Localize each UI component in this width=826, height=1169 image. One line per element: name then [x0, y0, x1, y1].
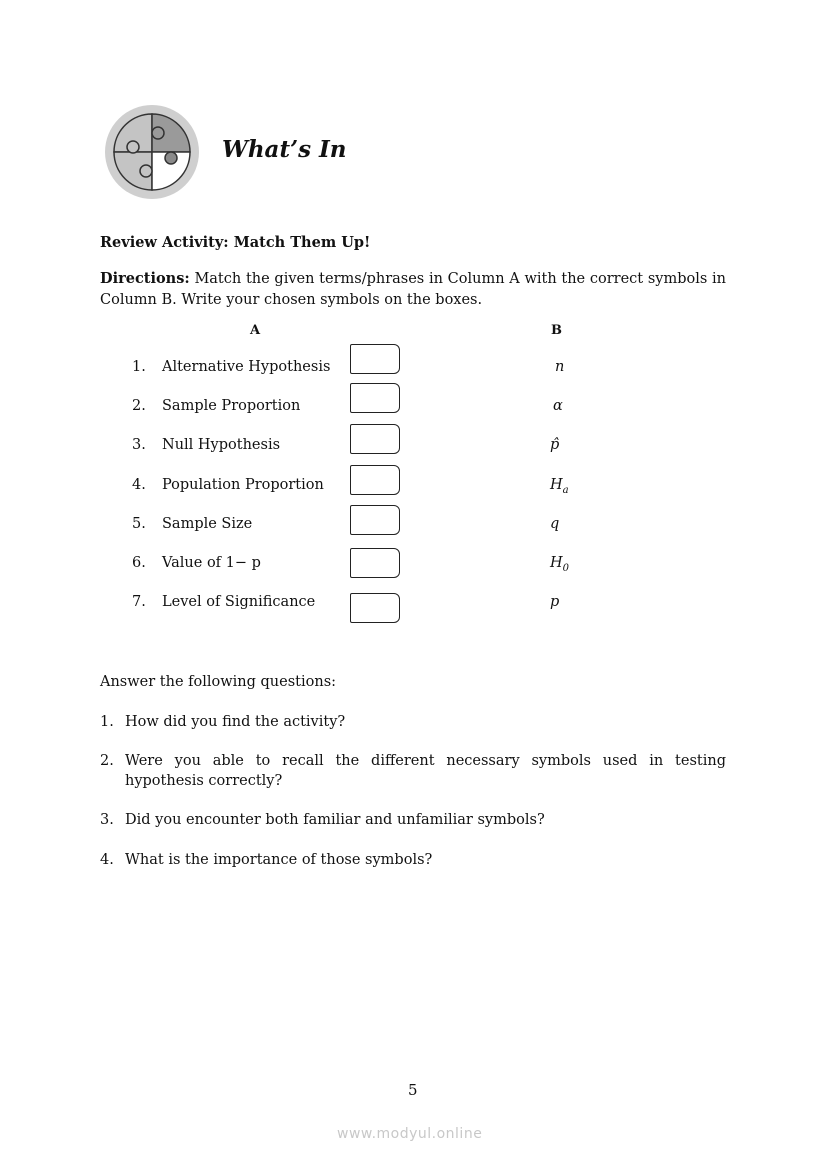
item-number: 2.	[132, 398, 146, 414]
symbol-base: p	[550, 594, 560, 610]
item-number: 5.	[132, 516, 146, 532]
symbol	[550, 437, 559, 456]
symbol	[550, 594, 559, 613]
symbol-base: q	[550, 516, 560, 532]
item-number: 6.	[132, 555, 146, 571]
puzzle-icon	[104, 104, 200, 200]
question-text: Did you encounter both familiar and unfamiliar symbols?	[125, 812, 545, 828]
symbol	[550, 477, 569, 496]
activity-heading: Review Activity: Match Them Up!	[100, 234, 371, 251]
term: Sample Proportion	[162, 398, 301, 414]
answer-box[interactable]	[350, 344, 400, 374]
term: Sample Size	[162, 516, 253, 532]
question-text: How did you find the activity?	[125, 714, 346, 730]
question-number: 3.	[100, 812, 114, 828]
question	[100, 850, 726, 870]
answer-box[interactable]	[350, 505, 400, 535]
symbol-base: α	[553, 398, 563, 414]
directions-label: Directions:	[100, 270, 190, 287]
symbol	[555, 359, 564, 378]
questions-intro: Answer the following questions:	[100, 674, 337, 690]
symbol-base: n	[555, 359, 565, 375]
question	[100, 810, 726, 830]
symbol-base: H	[550, 477, 563, 493]
column-a-header: A	[250, 323, 261, 338]
question	[100, 712, 726, 732]
question-number: 1.	[100, 714, 114, 730]
answer-box[interactable]	[350, 424, 400, 454]
question	[100, 751, 726, 791]
item-number: 3.	[132, 437, 146, 453]
directions-text: Match the given terms/phrases in Column A with the correct symbols in Column B. Write your chosen symbols on the boxes.	[100, 271, 726, 308]
symbol	[553, 398, 563, 417]
answer-box[interactable]	[350, 383, 400, 413]
symbol-subscript: a	[562, 484, 569, 496]
question-number: 2.	[100, 753, 114, 769]
term: Null Hypothesis	[162, 437, 281, 453]
term: Value of 1− p	[162, 555, 261, 571]
page-number: 5	[408, 1081, 418, 1099]
item-number: 4.	[132, 477, 146, 493]
question-text: What is the importance of those symbols?	[125, 852, 433, 868]
term: Population Proportion	[162, 477, 324, 493]
item-number: 1.	[132, 359, 146, 375]
answer-box[interactable]	[350, 548, 400, 578]
question-number: 4.	[100, 852, 114, 868]
term: Alternative Hypothesis	[162, 359, 331, 375]
item-number: 7.	[132, 594, 146, 610]
symbol-subscript: 0	[562, 562, 570, 574]
question-text: Were you able to recall the different necessary symbols used in testing hypothesis correctly?	[125, 753, 726, 789]
symbol-base: H	[550, 555, 563, 571]
section-title: What’s In	[222, 136, 347, 163]
answer-box[interactable]	[350, 465, 400, 495]
answer-box[interactable]	[350, 593, 400, 623]
term: Level of Significance	[162, 594, 316, 610]
symbol	[550, 516, 559, 535]
symbol-base: p̂	[550, 437, 560, 453]
column-b-header: B	[551, 323, 562, 338]
directions	[100, 268, 726, 311]
symbol	[550, 555, 569, 574]
watermark: www.modyul.online	[337, 1126, 483, 1142]
